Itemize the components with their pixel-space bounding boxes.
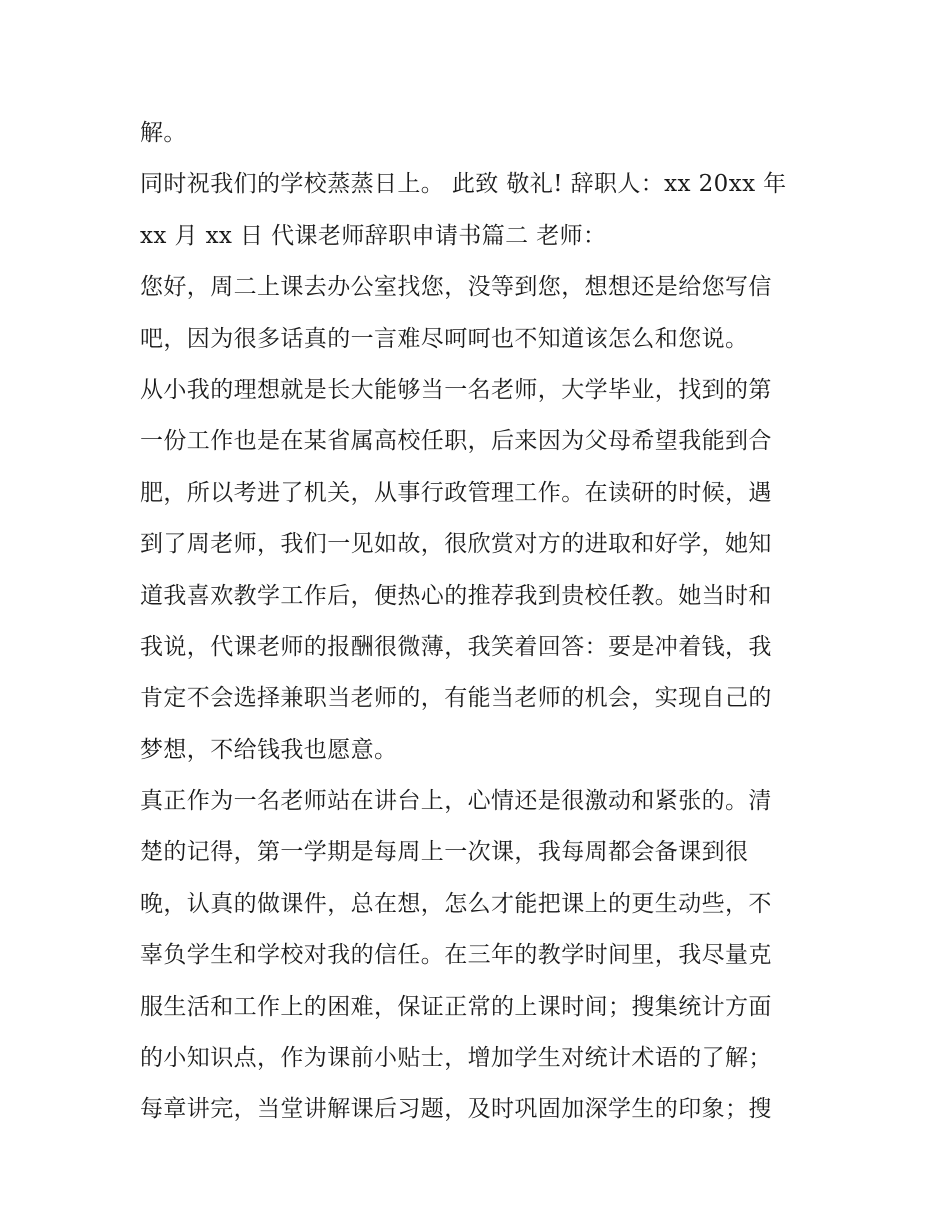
text-line: 我说，代课老师的报酬很微薄，我笑着回答：要是冲着钱，我 <box>140 633 772 660</box>
body-text <box>140 108 820 1136</box>
text-line: 吧，因为很多话真的一言难尽呵呵也不知道该怎么和您说。 <box>140 325 749 352</box>
text-line: xx 月 xx 日 代课老师辞职申请书篇二 老师： <box>140 222 607 249</box>
text-line: 楚的记得，第一学期是每周上一次课，我每周都会备课到很 <box>140 839 749 866</box>
text-line: 您好，周二上课去办公室找您，没等到您，想想还是给您写信 <box>140 274 772 301</box>
text-line: 晚，认真的做课件，总在想，怎么才能把课上的更生动些，不 <box>140 890 772 917</box>
text-line: 辜负学生和学校对我的信任。在三年的教学时间里，我尽量克 <box>140 942 772 969</box>
text-line: 解。 <box>140 120 187 146</box>
text-line: 同时祝我们的学校蒸蒸日上。 此致 敬礼! 辞职人：xx 20xx 年 <box>140 171 787 198</box>
text-line: 真正作为一名老师站在讲台上，心情还是很激动和紧张的。清 <box>140 788 772 815</box>
text-line: 到了周老师，我们一见如故，很欣赏对方的进取和好学，她知 <box>140 531 772 558</box>
text-line: 道我喜欢教学工作后，便热心的推荐我到贵校任教。她当时和 <box>140 582 772 609</box>
text-line: 肯定不会选择兼职当老师的，有能当老师的机会，实现自己的 <box>140 685 772 712</box>
text-line: 服生活和工作上的困难，保证正常的上课时间；搜集统计方面 <box>140 993 772 1020</box>
text-line: 一份工作也是在某省属高校任职，后来因为父母希望我能到合 <box>140 428 772 455</box>
text-line: 从小我的理想就是长大能够当一名老师，大学毕业，找到的第 <box>140 376 772 403</box>
text-line: 的小知识点，作为课前小贴士，增加学生对统计术语的了解； <box>140 1045 772 1072</box>
text-line: 梦想，不给钱我也愿意。 <box>140 736 398 763</box>
text-line: 每章讲完，当堂讲解课后习题，及时巩固加深学生的印象；搜 <box>140 1096 772 1123</box>
text-line: 肥，所以考进了机关，从事行政管理工作。在读研的时候，遇 <box>140 479 772 506</box>
